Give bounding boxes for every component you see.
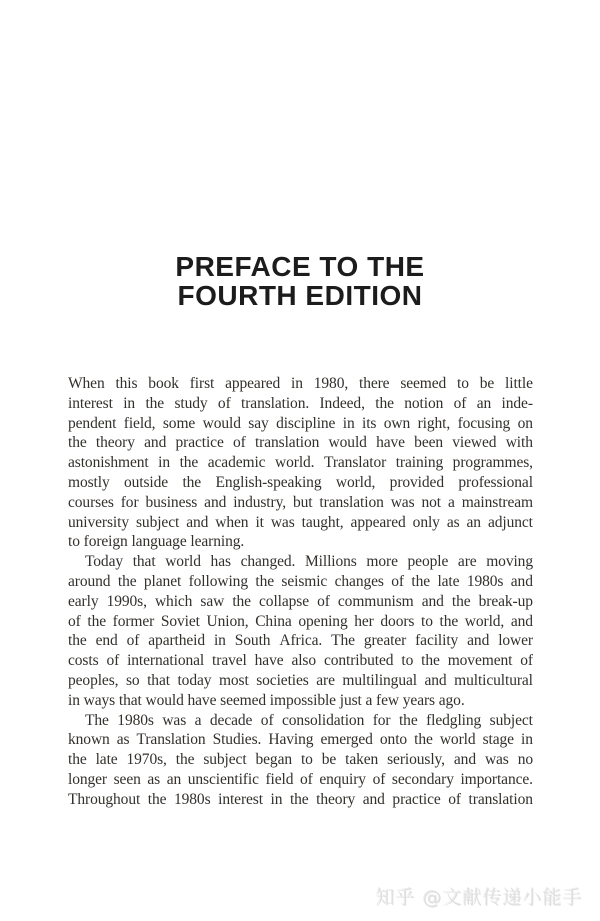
- watermark: 知乎 @文献传递小能手: [375, 887, 583, 909]
- text-line: of the former Soviet Union, China opening her doors to the world, and: [68, 612, 533, 630]
- text-line: astonishment in the academic world. Translator training programmes,: [68, 454, 533, 472]
- text-line: the theory and practice of translation would have been viewed with: [68, 434, 533, 452]
- text-line: The 1980s was a decade of consolidation for the fledgling subject: [85, 711, 533, 729]
- text-line: around the planet following the seismic changes of the late 1980s and: [68, 572, 533, 590]
- text-line: to foreign language learning.: [68, 533, 245, 551]
- paragraph: [68, 711, 533, 810]
- text-line: pendent field, some would say discipline in its own right, focusing on: [68, 414, 533, 432]
- page-title-line-1: PREFACE TO THE: [175, 251, 425, 282]
- text-line: courses for business and industry, but translation was not a mainstream: [68, 493, 533, 511]
- text-line: in ways that would have seemed impossible just a few years ago.: [68, 691, 465, 709]
- text-line: mostly outside the English-speaking world, provided professional: [68, 473, 533, 491]
- text-line: costs of international travel have also contributed to the movement of: [68, 652, 533, 670]
- paragraph: [68, 552, 533, 710]
- text-line: longer seen as an unscientific field of enquiry of secondary importance.: [68, 770, 533, 788]
- text-line: Today that world has changed. Millions more people are moving: [85, 553, 533, 571]
- text-line: peoples, so that today most societies are multilingual and multicultural: [68, 671, 533, 689]
- body-text: [68, 374, 533, 810]
- text-line: the end of apartheid in South Africa. The greater facility and lower: [68, 632, 533, 650]
- page-title: [0, 252, 600, 310]
- text-line: Throughout the 1980s interest in the theory and practice of translation: [68, 790, 533, 808]
- text-line: early 1990s, which saw the collapse of communism and the break-up: [68, 592, 533, 610]
- text-line: interest in the study of translation. Indeed, the notion of an inde-: [68, 394, 533, 412]
- text-line: the late 1970s, the subject began to be taken seriously, and was no: [68, 751, 533, 769]
- paragraph: [68, 374, 533, 552]
- page-title-line-2: FOURTH EDITION: [177, 280, 423, 311]
- text-line: university subject and when it was taught, appeared only as an adjunct: [68, 513, 533, 531]
- text-line: known as Translation Studies. Having emerged onto the world stage in: [68, 731, 533, 749]
- text-line: When this book first appeared in 1980, there seemed to be little: [68, 375, 533, 392]
